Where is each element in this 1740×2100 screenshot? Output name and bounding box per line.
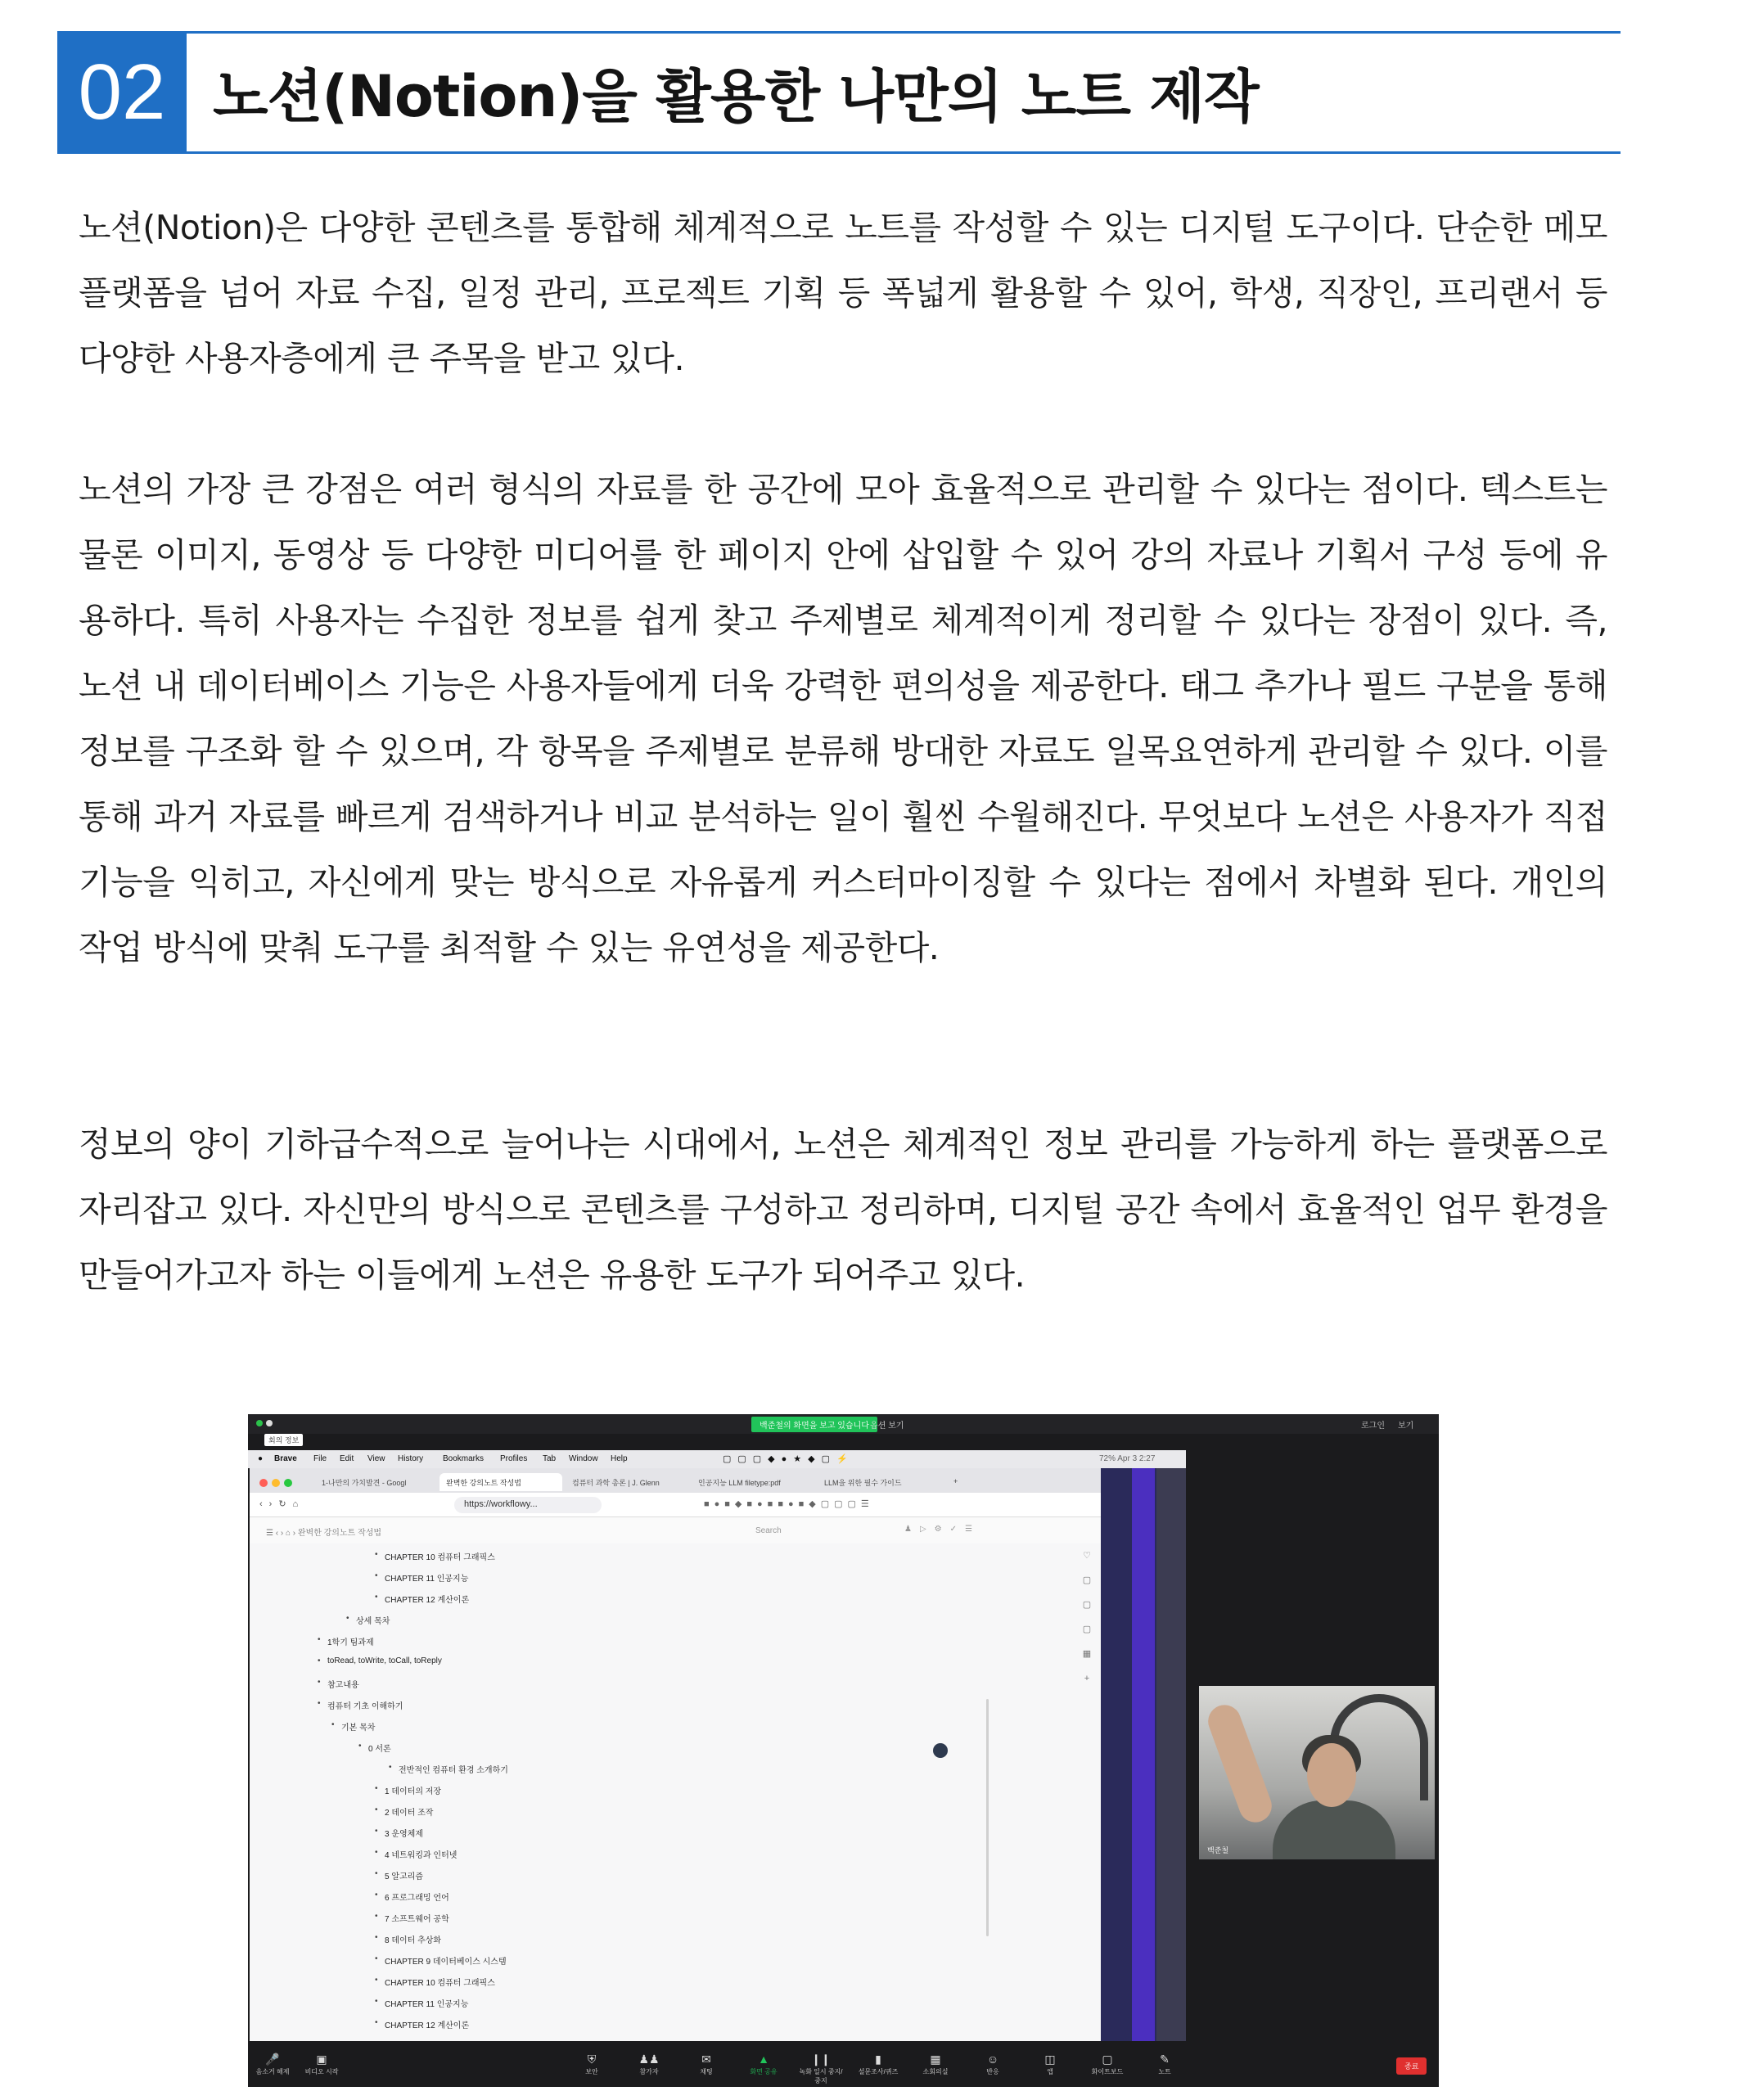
browser-side-panel-icons[interactable]: ♡ ▢ ▢ ▢ ▦ + [1082, 1551, 1092, 1683]
apple-icon[interactable]: ● [258, 1454, 264, 1463]
zoom-view-button[interactable]: 보기 [1398, 1422, 1414, 1431]
menu-bookmarks[interactable]: Bookmarks [443, 1454, 485, 1463]
outline-list [250, 1543, 1068, 2035]
nav-buttons-icon[interactable]: ‹›↻⌂ [259, 1499, 305, 1509]
chat-icon: ✉ [701, 2053, 711, 2066]
mic-off-icon: 🎤 [265, 2053, 280, 2066]
menubar-status-icons: ▢▢▢◆●★◆▢⚡ [723, 1454, 854, 1464]
browser-tab[interactable]: 인공지능 LLM filetype:pdf [698, 1479, 781, 1487]
reaction-button[interactable]: ☺ 반응 [968, 2051, 1017, 2076]
view-options-button[interactable]: 옵션 보기 [870, 1422, 904, 1431]
toolbar-icons[interactable]: ♟▷⚙✓☰ [904, 1525, 980, 1534]
menubar-clock: 72% Apr 3 2:27 [1099, 1454, 1156, 1463]
list-item[interactable]: • CHAPTER 11 인공지능 [385, 1571, 468, 1584]
scrollbar[interactable] [986, 1699, 989, 1936]
notion-sidebar [1101, 1468, 1186, 2041]
section-title: 노션(Notion)을 활용한 나만의 노트 제작 [213, 63, 1259, 130]
traffic-lights-icon[interactable] [259, 1476, 296, 1491]
sidebar-strip [1132, 1468, 1155, 2041]
video-button[interactable]: ▣ 비디오 시작 [297, 2051, 346, 2076]
browser-tab[interactable]: 1-나만의 가치발견 - Googl [322, 1479, 407, 1487]
workflowy-toolbar [250, 1517, 1101, 1543]
menu-edit[interactable]: Edit [340, 1454, 354, 1463]
whiteboard-icon: ▢ [1102, 2053, 1113, 2066]
zoom-screenshot [248, 1414, 1439, 2087]
list-item[interactable]: • 3 운영체제 [385, 1827, 423, 1839]
breakout-icon: ▦ [930, 2053, 941, 2066]
browser-tab[interactable]: 컴퓨터 과학 총론 | J. Glenn [572, 1479, 660, 1487]
share-screen-icon: ▲ [758, 2053, 769, 2066]
list-item[interactable]: • 7 소프트웨어 공학 [385, 1912, 449, 1924]
notes-button[interactable]: ✎ 노트 [1140, 2051, 1189, 2076]
list-item[interactable]: • 0 서론 [368, 1742, 391, 1754]
participant-video [1199, 1686, 1435, 1859]
browser-tab-active[interactable]: 완벽한 강의노트 작성법 [440, 1473, 562, 1491]
list-item[interactable]: • 2 데이터 조작 [385, 1805, 433, 1818]
menu-profiles[interactable]: Profiles [500, 1454, 528, 1463]
mute-button[interactable]: 🎤 음소거 해제 [248, 2051, 297, 2076]
poll-button[interactable]: ▮ 설문조사/퀴즈 [854, 2051, 903, 2076]
reaction-icon: ☺ [986, 2053, 999, 2066]
list-item[interactable]: • CHAPTER 10 컴퓨터 그래픽스 [385, 1976, 495, 1988]
zoom-login-button[interactable]: 로그인 [1361, 1422, 1385, 1431]
share-screen-button[interactable]: ▲ 화면 공유 [739, 2051, 788, 2076]
record-icon: ❙❙ [811, 2053, 831, 2066]
list-item[interactable]: • 1학기 팀과제 [327, 1635, 374, 1647]
list-item[interactable]: • CHAPTER 9 데이터베이스 시스템 [385, 1954, 507, 1967]
list-item[interactable]: • 상세 목차 [356, 1614, 390, 1626]
menu-file[interactable]: File [313, 1454, 327, 1463]
window-controls-icon [255, 1417, 304, 1429]
header-rule-top [187, 31, 1621, 34]
paragraph-intro: 노션(Notion)은 다양한 콘텐츠를 통합해 체계적으로 노트를 작성할 수 있는 디지털 도구이다. 단순한 메모 플랫폼을 넘어 자료 수집, 일정 관리, 프로젝트 기획 등 폭넓게 활용할 수 있어, 학생, 직장인, 프리랜서 등 다양한 사용자층에게 큰 주목을 받고 있다. [79, 208, 1607, 378]
participants-button[interactable]: ♟♟ 참가자 [624, 2051, 674, 2076]
list-item[interactable]: • 4 네트워킹과 인터넷 [385, 1848, 457, 1860]
poll-icon: ▮ [875, 2053, 881, 2066]
apps-button[interactable]: ◫ 앱 [1026, 2051, 1075, 2076]
menu-window[interactable]: Window [569, 1454, 598, 1463]
breadcrumb: ☰ ‹ › ⌂ › 완벽한 강의노트 작성법 [266, 1529, 382, 1538]
meeting-info-badge[interactable]: 회의 정보 [264, 1434, 303, 1446]
new-tab-icon[interactable]: + [953, 1477, 958, 1485]
chat-button[interactable]: ✉ 채팅 [682, 2051, 731, 2076]
share-banner: 백준철의 화면을 보고 있습니다 [751, 1417, 877, 1432]
menu-brave[interactable]: Brave [274, 1454, 297, 1463]
paragraph-conclusion: 정보의 양이 기하급수적으로 늘어나는 시대에서, 노션은 체계적인 정보 관리를 가능하게 하는 플랫폼으로 자리잡고 있다. 자신만의 방식으로 콘텐츠를 구성하고 정리하며, 디지털 공간 속에서 효율적인 업무 환경을 만들어가고자 하는 이들에게 노션은 유용한 도구가 되어주고 있다. [79, 1124, 1607, 1295]
extension-icons[interactable]: ■●■◆■●■■●■◆▢▢▢☰ [704, 1499, 874, 1509]
zoom-top-bar [248, 1414, 1439, 1434]
apps-icon: ◫ [1044, 2053, 1056, 2066]
paragraph-strengths: 노션의 가장 큰 강점은 여러 형식의 자료를 한 공간에 모아 효율적으로 관리할 수 있다는 점이다. 텍스트는 물론 이미지, 동영상 등 다양한 미디어를 한 페이지 안에 삽입할 수 있어 강의 자료나 기획서 구성 등에 유용하다. 특히 사용자는 수집한 정보를 쉽게 찾고 주제별로 체계적이게 정리할 수 있다는 장점이 있다. 즉, 노션 내 데이터베이스 기능은 사용자들에게 더욱 강력한 편의성을 제공한다. 태그 추가나 필드 구분을 통해 정보를 구조화 할 수 있으며, 각 항목을 주제별로 분류해 방대한 자료도 일목요연하게 관리할 수 있다. 이를 통해 과거 자료를 빠르게 검색하거나 비교 분석하는 일이 훨씬 수월해진다. 무엇보다 노션은 사용자가 직접 기능을 익히고, 자신에게 맞는 방식으로 자유롭게 커스터마이징할 수 있다는 점에서 차별화 된다. 개인의 작업 방식에 맞춰 도구를 최적할 수 있는 유연성을 제공한다. [79, 470, 1607, 967]
list-item[interactable]: • 기본 목차 [341, 1720, 375, 1733]
address-bar [250, 1493, 1101, 1517]
mac-menubar [248, 1450, 1186, 1468]
menu-tab[interactable]: Tab [543, 1454, 557, 1463]
browser-tab[interactable]: LLM을 위한 필수 가이드 [824, 1479, 902, 1487]
list-item[interactable]: • CHAPTER 12 계산이론 [385, 2018, 469, 2030]
video-off-icon: ▣ [316, 2053, 327, 2066]
menu-help[interactable]: Help [611, 1454, 628, 1463]
menu-view[interactable]: View [367, 1454, 385, 1463]
list-item[interactable]: • toRead, toWrite, toCall, toReply [327, 1656, 442, 1665]
zoom-toolbar [248, 2046, 1439, 2087]
participant-name: 백준철 [1207, 1846, 1229, 1854]
list-item[interactable]: • 8 데이터 추상화 [385, 1933, 441, 1945]
list-item[interactable]: • 컴퓨터 기초 이해하기 [327, 1699, 403, 1711]
menu-history[interactable]: History [398, 1454, 424, 1463]
search-input[interactable]: Search [755, 1526, 782, 1535]
header-rule-bottom [187, 151, 1621, 154]
list-item[interactable]: • 참고내용 [327, 1678, 359, 1690]
list-item[interactable]: • 6 프로그래밍 언어 [385, 1890, 449, 1903]
url-field[interactable]: https://workflowy... [454, 1497, 602, 1513]
browser-tab-strip [250, 1468, 1101, 1493]
record-button[interactable]: ❙❙ 녹화 일시 중지/중지 [796, 2051, 845, 2085]
section-number: 02 [57, 31, 187, 154]
breadcrumb-current[interactable]: 완벽한 강의노트 작성법 [297, 1529, 382, 1538]
sidebar-strip-secondary [1156, 1468, 1186, 2041]
notes-icon: ✎ [1160, 2053, 1170, 2066]
security-button[interactable]: ⛨ 보안 [567, 2051, 616, 2076]
browser-window [250, 1468, 1101, 2041]
list-item[interactable]: • CHAPTER 10 컴퓨터 그래픽스 [385, 1550, 495, 1562]
breakout-button[interactable]: ▦ 소회의실 [911, 2051, 960, 2076]
floating-action-icon[interactable] [933, 1743, 948, 1758]
end-meeting-button[interactable]: 종료 [1396, 2057, 1427, 2075]
shield-icon: ⛨ [587, 2053, 597, 2066]
participants-icon: ♟♟ [638, 2053, 660, 2066]
whiteboard-button[interactable]: ▢ 화이트보드 [1083, 2051, 1132, 2076]
list-item[interactable]: • CHAPTER 11 인공지능 [385, 1997, 468, 2009]
list-item[interactable]: • 5 알고리즘 [385, 1869, 423, 1881]
list-item[interactable]: • 1 데이터의 저장 [385, 1784, 441, 1796]
list-item[interactable]: • CHAPTER 12 계산이론 [385, 1593, 469, 1605]
list-item[interactable]: • 전반적인 컴퓨터 환경 소개하기 [399, 1763, 508, 1775]
